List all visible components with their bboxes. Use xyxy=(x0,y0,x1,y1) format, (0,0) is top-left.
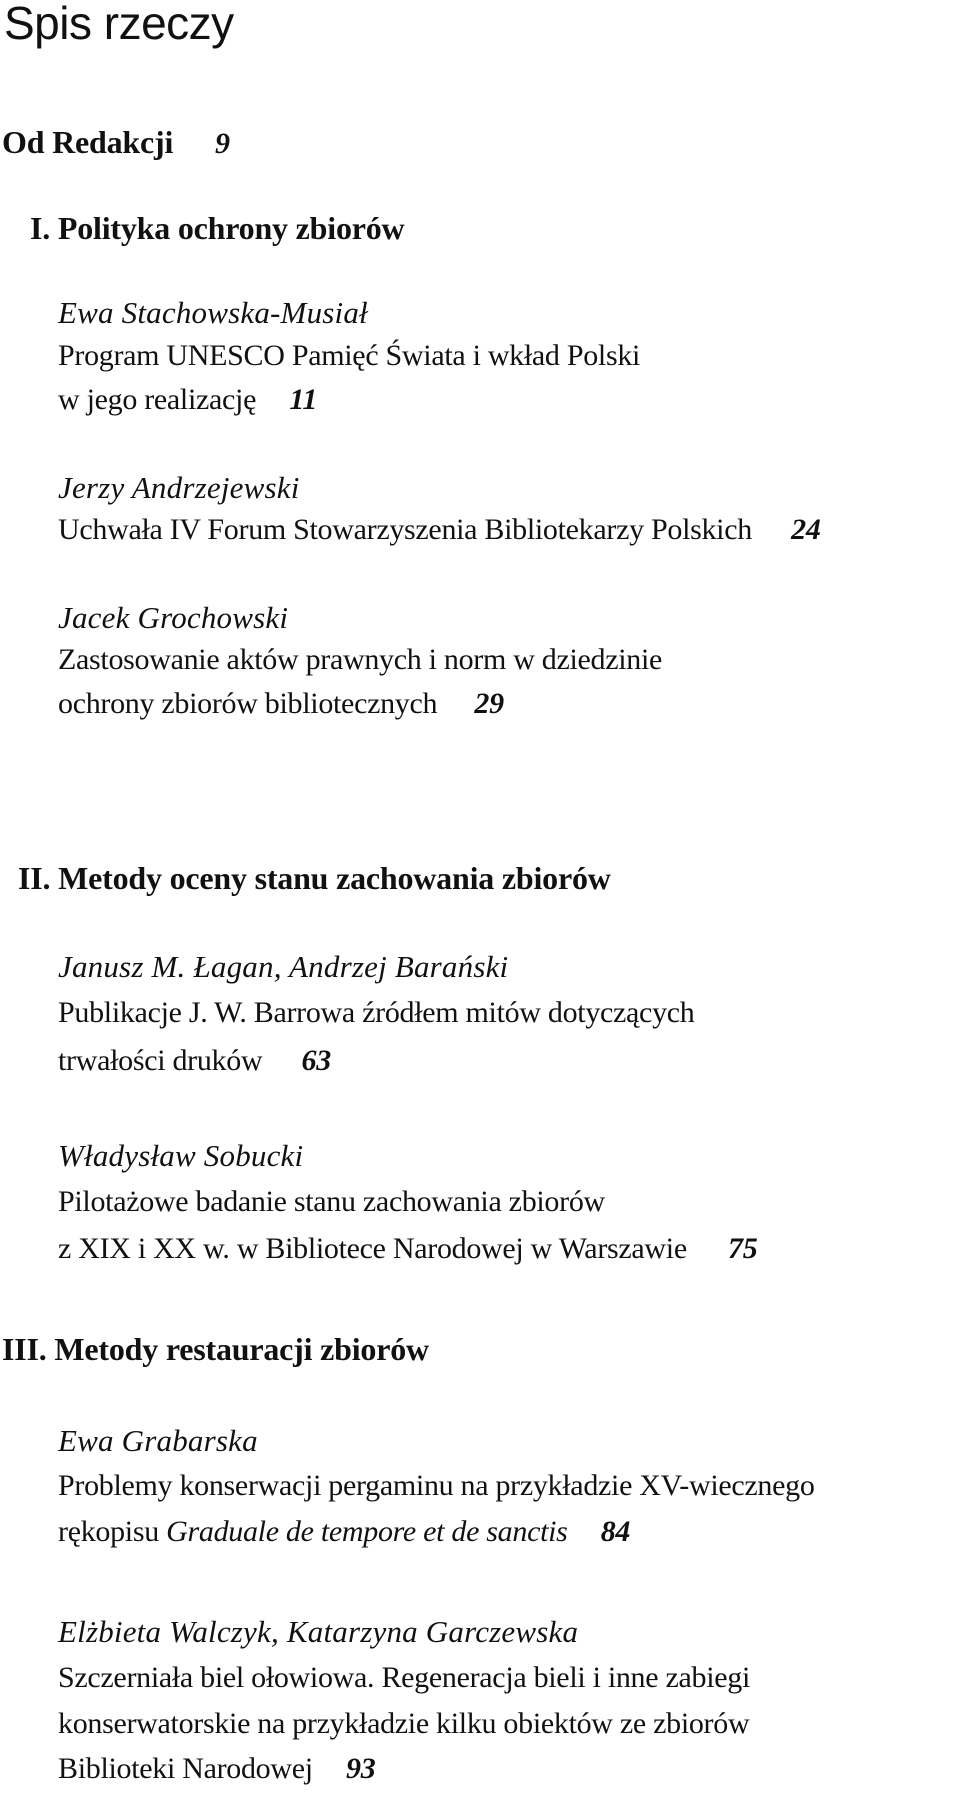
intro-page-number: 9 xyxy=(214,127,230,160)
entry-title-line[interactable] xyxy=(58,1515,630,1549)
entry-page-number: 29 xyxy=(474,687,504,720)
entry-title-text: Uchwała IV Forum Stowarzyszenia Bibliotekarzy Polskich xyxy=(58,513,752,546)
entry-page-number: 11 xyxy=(289,383,318,416)
entry-title-italic: Graduale de tempore et de sanctis xyxy=(166,1515,568,1548)
entry-author: Władysław Sobucki xyxy=(58,1138,304,1173)
entry-title-line[interactable]: Publikacje J. W. Barrowa źródłem mitów dotyczących xyxy=(58,996,695,1029)
entry-title-text: Biblioteki Narodowej xyxy=(58,1752,313,1785)
entry-title-line[interactable] xyxy=(58,513,821,547)
entry-title-line[interactable]: Problemy konserwacji pergaminu na przykładzie XV-wiecznego xyxy=(58,1469,815,1502)
section-heading-2: II. Metody oceny stanu zachowania zbiorów xyxy=(18,860,611,896)
entry-title-line[interactable]: Szczerniała biel ołowiowa. Regeneracja bieli i inne zabiegi xyxy=(58,1661,750,1694)
entry-title-line[interactable] xyxy=(58,1232,757,1266)
section-heading-1: I. Polityka ochrony zbiorów xyxy=(30,210,405,246)
entry-page-number: 24 xyxy=(791,513,821,546)
entry-author: Jerzy Andrzejewski xyxy=(58,470,300,505)
entry-title-line[interactable] xyxy=(58,1044,331,1078)
entry-author: Elżbieta Walczyk, Katarzyna Garczewska xyxy=(58,1614,579,1649)
entry-title-line[interactable]: Program UNESCO Pamięć Świata i wkład Polski xyxy=(58,339,641,372)
page-title: Spis rzeczy xyxy=(4,0,234,49)
intro-entry[interactable] xyxy=(2,124,230,161)
entry-page-number: 63 xyxy=(301,1044,331,1077)
entry-title-line[interactable]: konserwatorskie na przykładzie kilku obiektów ze zbiorów xyxy=(58,1707,750,1740)
entry-title-text: trwałości druków xyxy=(58,1044,263,1077)
entry-title-text: w jego realizację xyxy=(58,383,257,416)
entry-author: Janusz M. Łagan, Andrzej Barański xyxy=(58,949,509,984)
entry-author: Jacek Grochowski xyxy=(58,600,289,635)
entry-title-text: rękopisu xyxy=(58,1515,159,1548)
entry-author: Ewa Stachowska-Musiał xyxy=(58,295,368,330)
entry-title-line[interactable] xyxy=(58,383,317,417)
entry-title-line[interactable]: Pilotażowe badanie stanu zachowania zbiorów xyxy=(58,1185,605,1218)
entry-title-line[interactable] xyxy=(58,687,504,721)
entry-title-line[interactable] xyxy=(58,1752,375,1786)
entry-page-number: 84 xyxy=(600,1515,631,1548)
entry-page-number: 93 xyxy=(346,1752,376,1785)
entry-page-number: 75 xyxy=(728,1232,758,1265)
entry-author: Ewa Grabarska xyxy=(58,1423,258,1458)
entry-title-text: z XIX i XX w. w Bibliotece Narodowej w Warszawie xyxy=(58,1232,687,1265)
entry-title-line[interactable]: Zastosowanie aktów prawnych i norm w dziedzinie xyxy=(58,643,663,676)
section-heading-3: III. Metody restauracji zbiorów xyxy=(2,1331,429,1367)
entry-title-text: ochrony zbiorów bibliotecznych xyxy=(58,687,438,720)
intro-label: Od Redakcji xyxy=(2,124,174,160)
